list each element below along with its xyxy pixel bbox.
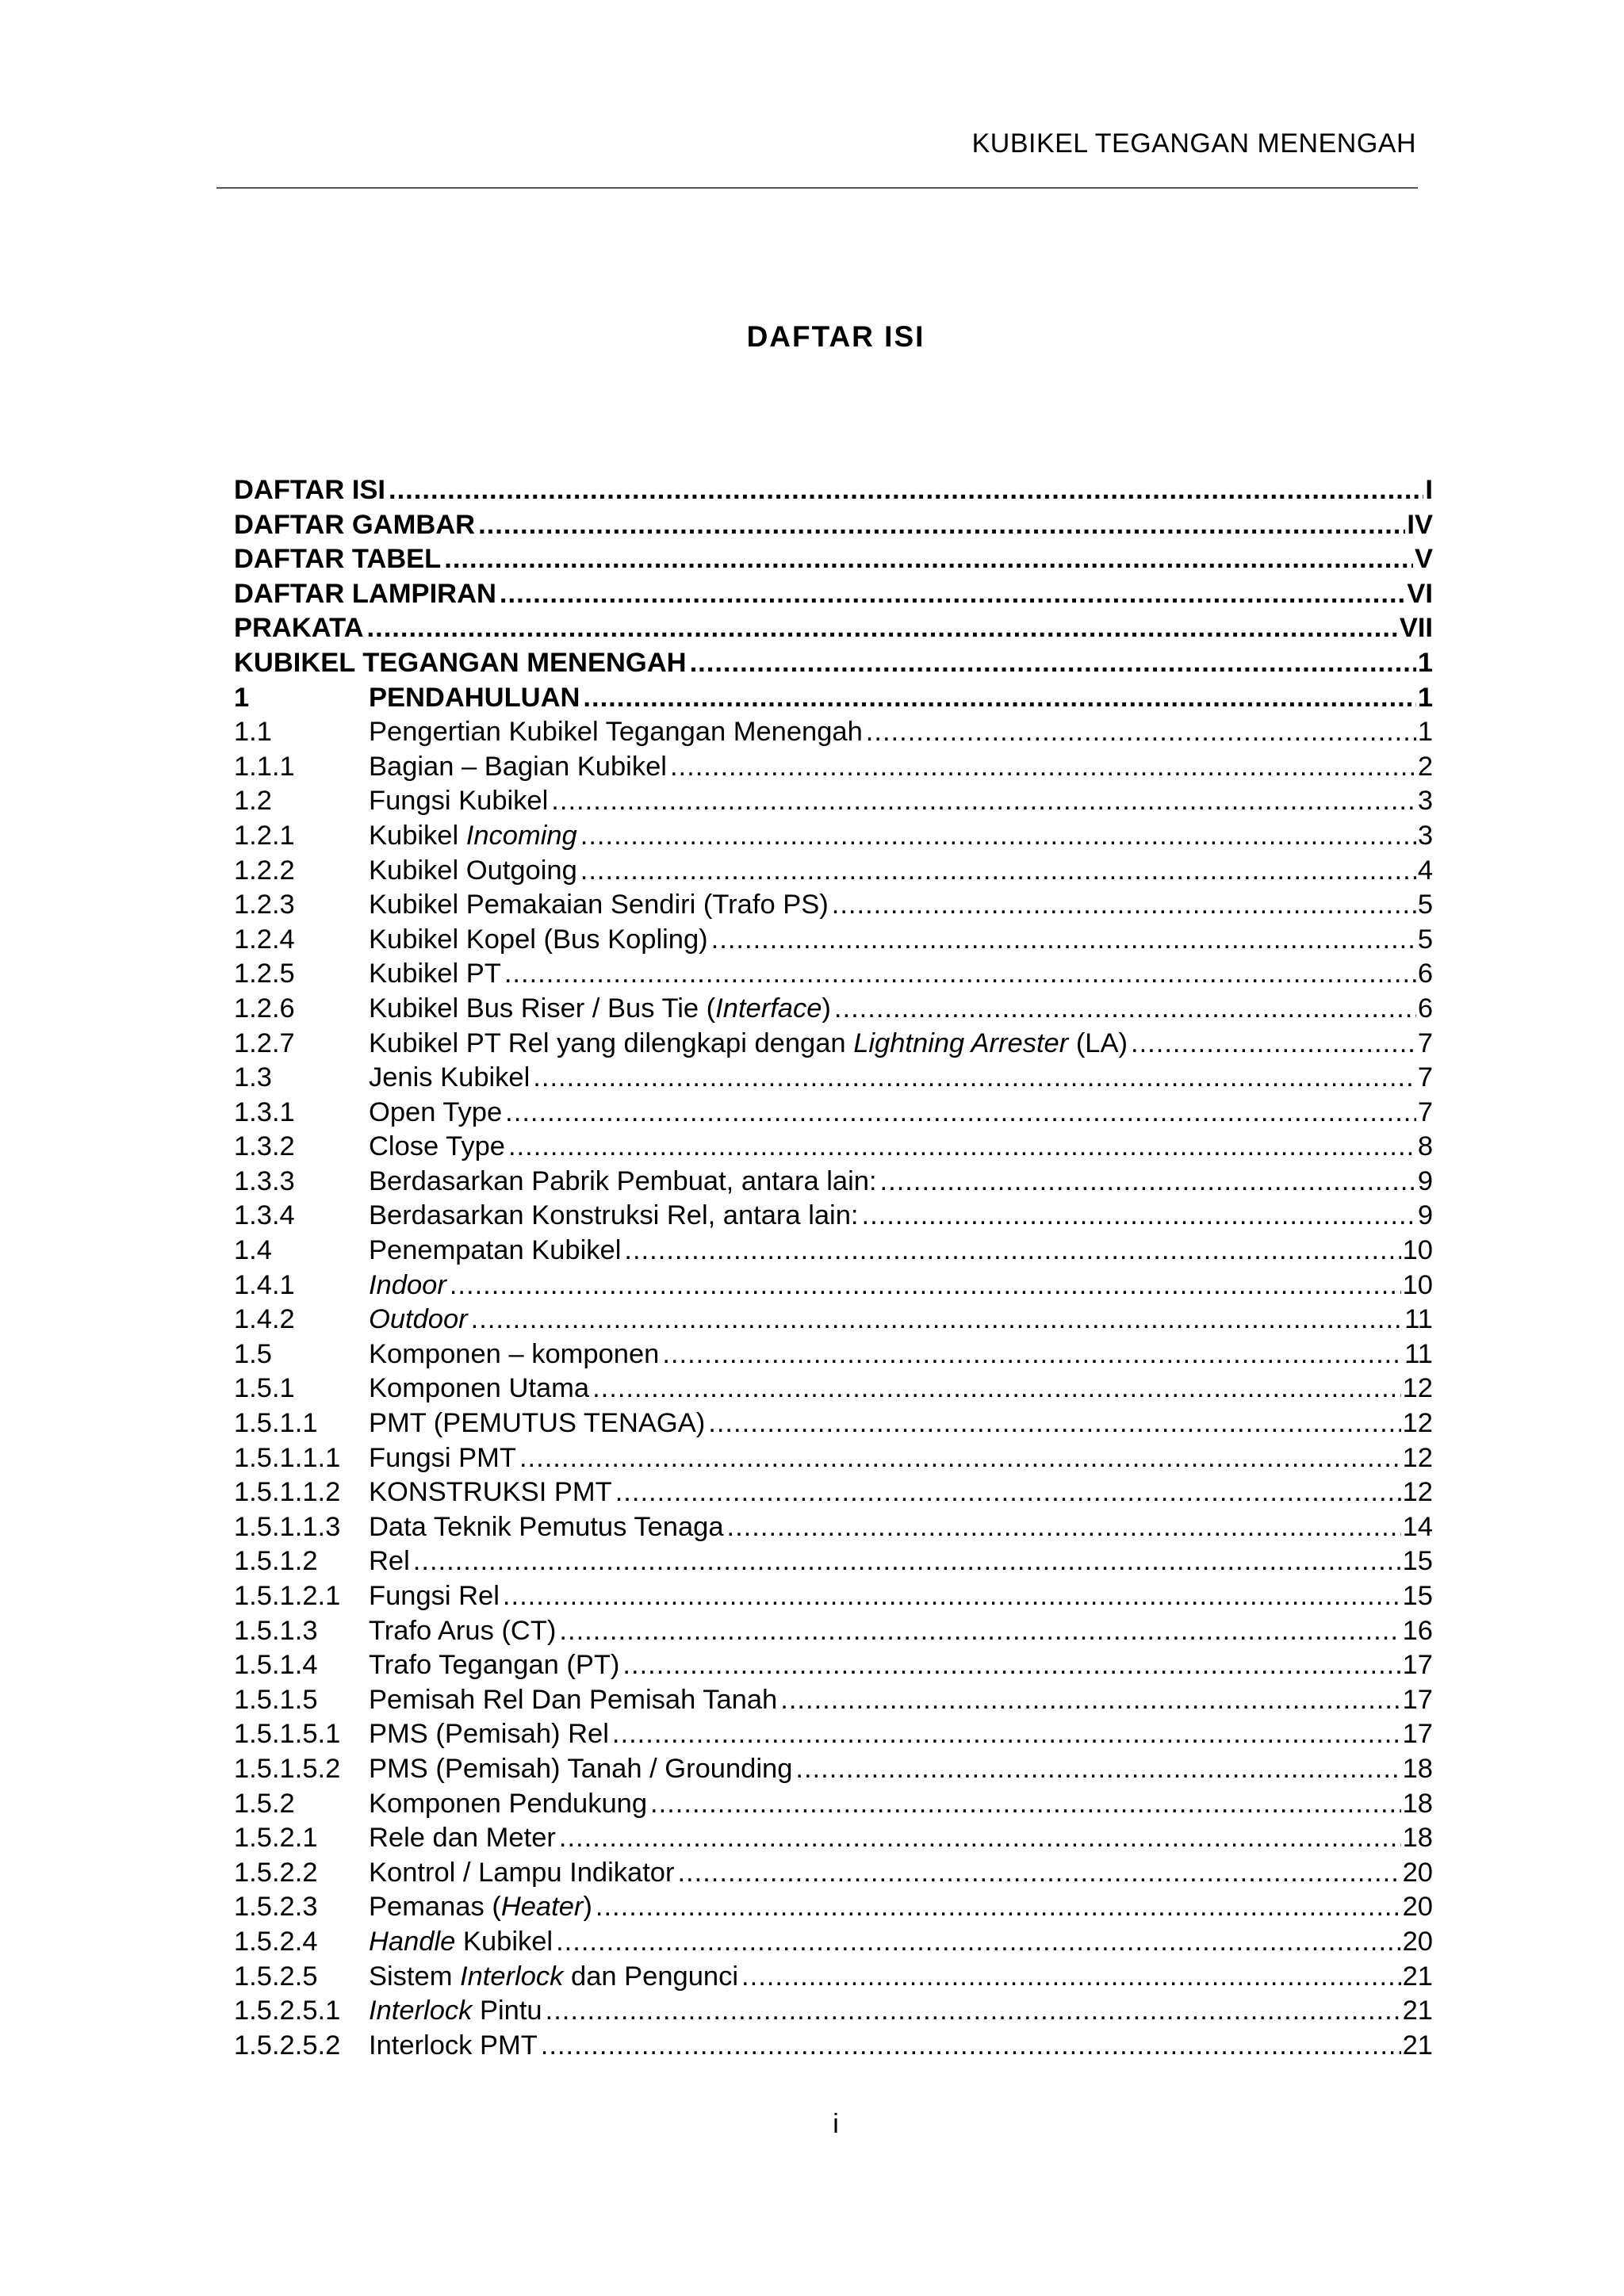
toc-dot-leader <box>711 923 1416 958</box>
toc-entry-title-suffix: (LA) <box>1068 1027 1128 1058</box>
toc-entry-number: 1.5.1.5.1 <box>234 1719 341 1750</box>
toc-entry-title <box>369 1337 659 1372</box>
toc-entry-title-text: Open Type <box>369 1096 503 1127</box>
toc-dot-leader <box>583 681 1415 716</box>
toc-entry-title <box>369 715 863 750</box>
toc-dot-leader <box>880 1165 1416 1200</box>
toc-dot-leader <box>505 1096 1416 1131</box>
toc-entry-page: V <box>1414 544 1433 575</box>
toc-dot-leader <box>580 819 1416 854</box>
page-title: DAFTAR ISI <box>746 320 925 353</box>
toc-dot-leader <box>622 1648 1400 1683</box>
toc-dot-leader <box>503 1579 1401 1614</box>
toc-entry-page: 20 <box>1402 1926 1433 1957</box>
toc-entry[interactable] <box>234 1130 1433 1165</box>
toc-entry-page: 9 <box>1417 1200 1433 1231</box>
toc-entry-title <box>369 1269 446 1303</box>
toc-entry-title <box>369 1303 468 1337</box>
toc-entry-number: 1.2 <box>234 786 272 817</box>
toc-entry-number: 1.3.2 <box>234 1131 295 1162</box>
toc-entry-title-text: Komponen Utama <box>369 1373 590 1404</box>
toc-entry-page: 15 <box>1402 1581 1433 1611</box>
toc-entry-title-text: Close Type <box>369 1131 505 1162</box>
toc-dot-leader <box>556 1925 1401 1960</box>
toc-entry-number: 1.5.2 <box>234 1788 295 1819</box>
toc-entry-title <box>369 888 829 923</box>
toc-dot-leader <box>741 1960 1401 1995</box>
toc-entry-page: 21 <box>1402 1996 1433 2026</box>
toc-entry[interactable] <box>234 957 1433 992</box>
toc-dot-leader <box>624 1234 1400 1269</box>
toc-entry[interactable] <box>234 750 1433 785</box>
toc-entry-page: 7 <box>1417 1062 1433 1093</box>
toc-entry-page: 20 <box>1402 1892 1433 1923</box>
toc-entry-number: 1.2.5 <box>234 959 295 989</box>
toc-entry-page: 3 <box>1417 786 1433 817</box>
toc-entry-title <box>369 1890 592 1925</box>
toc-entry-number: 1.5.2.5.1 <box>234 1996 341 2026</box>
toc-entry-title <box>369 1579 500 1614</box>
toc-entry[interactable] <box>234 542 1433 577</box>
toc-entry-title-text: Sistem <box>369 1961 461 1992</box>
toc-dot-leader <box>580 854 1416 889</box>
toc-dot-leader <box>708 1406 1400 1441</box>
toc-entry[interactable] <box>234 2029 1433 2064</box>
toc-entry-number: 1.5.2.5 <box>234 1961 318 1992</box>
toc-entry-number: 1.5.1.4 <box>234 1650 318 1681</box>
toc-dot-leader <box>559 1614 1400 1649</box>
toc-entry[interactable] <box>234 1165 1433 1200</box>
toc-dot-leader <box>832 888 1416 923</box>
toc-entry-title <box>369 1027 1128 1062</box>
toc-entry-page: 9 <box>1417 1165 1433 1196</box>
toc-entry[interactable] <box>234 1337 1433 1372</box>
toc-entry-title-text: Jenis Kubikel <box>369 1062 530 1093</box>
toc-entry-title <box>369 1717 609 1752</box>
toc-entry-page: 12 <box>1402 1477 1433 1508</box>
toc-entry-title <box>234 611 364 646</box>
toc-entry[interactable] <box>234 1787 1433 1822</box>
toc-dot-leader <box>596 1890 1401 1925</box>
toc-entry-page: 10 <box>1402 1269 1433 1300</box>
toc-entry-title <box>234 577 496 612</box>
toc-entry-number: 1.2.7 <box>234 1027 295 1058</box>
toc-entry[interactable] <box>234 1821 1433 1856</box>
toc-entry-number: 1.4.2 <box>234 1304 295 1335</box>
toc-dot-leader <box>866 715 1416 750</box>
toc-entry-number: 1.5.1.5.2 <box>234 1753 341 1784</box>
toc-entry-title <box>369 1752 792 1787</box>
toc-entry-title-text: Pemisah Rel Dan Pemisah Tanah <box>369 1684 778 1715</box>
toc-entry-number: 1.5.2.4 <box>234 1926 318 1957</box>
toc-entry-number: 1.1.1 <box>234 751 295 782</box>
toc-dot-leader <box>670 750 1416 785</box>
toc-entry-page: 17 <box>1402 1719 1433 1750</box>
toc-entry[interactable] <box>234 1061 1433 1096</box>
toc-entry-title-suffix: Kubikel <box>455 1926 553 1957</box>
toc-entry-title-suffix: dan Pengunci <box>563 1961 739 1992</box>
toc-entry-title-text: Pemanas ( <box>369 1892 501 1923</box>
toc-entry-title <box>369 1510 724 1545</box>
toc-entry-title-text: Berdasarkan Pabrik Pembuat, antara lain: <box>369 1165 877 1196</box>
toc-entry[interactable] <box>234 1717 1433 1752</box>
toc-entry-title-text: KONSTRUKSI PMT <box>369 1477 612 1508</box>
toc-entry-page: 12 <box>1402 1373 1433 1404</box>
toc-dot-leader <box>1131 1027 1416 1062</box>
toc-entry[interactable] <box>234 1234 1433 1269</box>
header-divider <box>216 187 1418 189</box>
toc-entry-title <box>234 542 441 577</box>
toc-entry-title-text: Penempatan Kubikel <box>369 1235 622 1266</box>
toc-entry-number: 1.5.1.1.3 <box>234 1511 341 1542</box>
toc-dot-leader <box>367 611 1398 646</box>
running-header: KUBIKEL TEGANGAN MENENGAH <box>971 128 1416 159</box>
toc-entry[interactable] <box>234 1648 1433 1683</box>
toc-entry-title-text: Rele dan Meter <box>369 1823 556 1854</box>
toc-entry-page: 2 <box>1417 751 1433 782</box>
toc-entry-title-text: DAFTAR ISI <box>234 475 386 505</box>
toc-entry[interactable] <box>234 923 1433 958</box>
toc-entry-title-text: Rel <box>369 1546 410 1577</box>
toc-dot-leader <box>533 1061 1416 1096</box>
toc-entry-title <box>369 1234 621 1269</box>
toc-entry-title-text: KUBIKEL TEGANGAN MENENGAH <box>234 647 687 678</box>
toc-entry[interactable] <box>234 473 1433 508</box>
toc-entry-title-italic: Heater <box>500 1892 584 1923</box>
toc-entry-number: 1.5.1.2.1 <box>234 1581 341 1611</box>
toc-entry-title <box>369 819 577 854</box>
toc-entry-title <box>369 1994 542 2029</box>
toc-entry[interactable] <box>234 1752 1433 1787</box>
toc-entry-title <box>369 992 831 1027</box>
toc-entry-title-text: Kubikel Pemakaian Sendiri (Trafo PS) <box>369 890 829 920</box>
toc-entry-number: 1.2.3 <box>234 890 295 920</box>
toc-entry[interactable] <box>234 1579 1433 1614</box>
toc-dot-leader <box>444 542 1413 577</box>
toc-entry-page: I <box>1425 475 1433 505</box>
toc-entry-title <box>369 1544 410 1579</box>
toc-entry-page: 11 <box>1404 1338 1433 1369</box>
toc-dot-leader <box>727 1510 1401 1545</box>
toc-entry[interactable] <box>234 888 1433 923</box>
toc-entry[interactable] <box>234 1372 1433 1406</box>
toc-entry-title-suffix: Pintu <box>472 1996 542 2026</box>
toc-entry-title-text: Fungsi PMT <box>369 1442 516 1473</box>
toc-dot-leader <box>508 1130 1416 1165</box>
toc-entry[interactable] <box>234 1406 1433 1441</box>
toc-entry-page: 4 <box>1417 855 1433 886</box>
toc-entry[interactable] <box>234 646 1433 681</box>
toc-entry-title-text: Pengertian Kubikel Tegangan Menengah <box>369 717 863 748</box>
toc-entry-title <box>369 1406 705 1441</box>
toc-entry[interactable] <box>234 1925 1433 1960</box>
toc-entry-page: 1 <box>1417 717 1433 748</box>
toc-entry-title-text: DAFTAR LAMPIRAN <box>234 578 496 609</box>
toc-entry-title <box>369 854 577 889</box>
toc-entry[interactable] <box>234 508 1433 543</box>
toc-entry-title <box>369 2029 538 2064</box>
toc-entry-title-text: Kubikel <box>369 820 466 851</box>
toc-dot-leader <box>615 1475 1401 1510</box>
toc-entry-number: 1.3 <box>234 1062 272 1093</box>
toc-entry-number: 1.4.1 <box>234 1269 295 1300</box>
toc-entry-title-italic: Indoor <box>369 1269 446 1300</box>
toc-entry-number: 1.5.1.1 <box>234 1408 318 1439</box>
toc-entry-page: 12 <box>1402 1408 1433 1439</box>
toc-entry[interactable] <box>234 1683 1433 1718</box>
toc-entry-title <box>369 1648 619 1683</box>
toc-entry[interactable] <box>234 1614 1433 1649</box>
toc-entry-title-suffix: ) <box>822 993 831 1024</box>
toc-entry-title-text: Kubikel Kopel (Bus Kopling) <box>369 924 708 955</box>
toc-entry-title-text: DAFTAR TABEL <box>234 544 442 575</box>
toc-entry-title-text: Berdasarkan Konstruksi Rel, antara lain: <box>369 1200 859 1231</box>
toc-entry-page: 7 <box>1417 1027 1433 1058</box>
toc-dot-leader <box>504 957 1416 992</box>
toc-entry-number: 1.2.4 <box>234 924 295 955</box>
toc-entry-page: VII <box>1399 613 1433 644</box>
toc-entry-number: 1.5.1.2 <box>234 1546 318 1577</box>
toc-entry-page: 5 <box>1417 890 1433 920</box>
toc-entry-title-italic: Interface <box>715 993 822 1024</box>
toc-entry-title-italic: Interlock <box>369 1996 473 2026</box>
toc-entry-number: 1.5.1.3 <box>234 1615 318 1646</box>
toc-entry-title <box>369 923 708 958</box>
toc-entry[interactable] <box>234 1890 1433 1925</box>
toc-entry-page: 1 <box>1417 647 1433 678</box>
toc-dot-leader <box>650 1787 1401 1822</box>
toc-entry[interactable] <box>234 784 1433 819</box>
toc-dot-leader <box>861 1199 1415 1234</box>
toc-dot-leader <box>592 1372 1401 1406</box>
toc-entry-number: 1.3.4 <box>234 1200 295 1231</box>
toc-entry-title <box>369 784 548 819</box>
toc-entry-title-text: Kubikel Outgoing <box>369 855 577 886</box>
toc-entry-title-text: PMS (Pemisah) Tanah / Grounding <box>369 1753 793 1784</box>
toc-entry[interactable] <box>234 1303 1433 1337</box>
toc-entry-number: 1.3.3 <box>234 1165 295 1196</box>
toc-entry-title-text: Fungsi Rel <box>369 1581 500 1611</box>
toc-entry-page: 5 <box>1417 924 1433 955</box>
toc-dot-leader <box>478 508 1405 543</box>
toc-entry-page: 1 <box>1417 682 1433 713</box>
toc-dot-leader <box>546 1994 1401 2029</box>
toc-entry-number: 1.4 <box>234 1235 272 1266</box>
toc-entry[interactable] <box>234 1475 1433 1510</box>
toc-dot-leader <box>551 784 1416 819</box>
toc-entry-title-italic: Handle <box>369 1926 456 1957</box>
toc-entry-number: 1 <box>234 682 250 713</box>
toc-dot-leader <box>389 473 1423 508</box>
toc-entry-title <box>369 681 580 716</box>
toc-entry-title-text: Kubikel PT <box>369 959 501 989</box>
toc-entry[interactable] <box>234 1994 1433 2029</box>
toc-entry-title-suffix: ) <box>583 1892 592 1923</box>
toc-entry-title <box>369 1096 502 1131</box>
toc-entry[interactable] <box>234 1269 1433 1303</box>
toc-entry-page: IV <box>1407 509 1433 540</box>
toc-entry-title <box>369 1614 556 1649</box>
toc-entry-title-text: Komponen – komponen <box>369 1338 660 1369</box>
toc-entry-title-text: PENDAHULUAN <box>369 682 580 713</box>
toc-entry-title-text: Komponen Pendukung <box>369 1788 648 1819</box>
toc-entry-title <box>369 1821 556 1856</box>
toc-entry-title <box>369 1475 612 1510</box>
toc-entry-page: VI <box>1407 578 1433 609</box>
toc-entry-number: 1.5.1.5 <box>234 1684 318 1715</box>
toc-entry-number: 1.5 <box>234 1338 272 1369</box>
toc-dot-leader <box>612 1717 1401 1752</box>
toc-dot-leader <box>541 2029 1401 2064</box>
page-number: i <box>833 2109 839 2139</box>
toc-entry-page: 3 <box>1417 820 1433 851</box>
toc-entry-number: 1.5.1 <box>234 1373 295 1404</box>
toc-entry-title-text: Bagian – Bagian Kubikel <box>369 751 667 782</box>
toc-entry[interactable] <box>234 819 1433 854</box>
toc-entry-page: 12 <box>1402 1442 1433 1473</box>
toc-dot-leader <box>677 1856 1400 1891</box>
toc-entry-title-text: PRAKATA <box>234 613 364 644</box>
toc-entry-page: 18 <box>1402 1753 1433 1784</box>
toc-entry-page: 15 <box>1402 1546 1433 1577</box>
toc-dot-leader <box>834 992 1416 1027</box>
toc-entry-title <box>369 1787 647 1822</box>
toc-entry-number: 1.5.2.5.2 <box>234 2030 341 2061</box>
toc-entry-number: 1.5.2.2 <box>234 1857 318 1888</box>
toc-entry-page: 8 <box>1417 1131 1433 1162</box>
toc-entry-title-text: Kubikel PT Rel yang dilengkapi dengan <box>369 1027 854 1058</box>
toc-dot-leader <box>662 1337 1403 1372</box>
toc-dot-leader <box>471 1303 1404 1337</box>
toc-entry-title <box>234 646 687 681</box>
toc-entry[interactable] <box>234 854 1433 889</box>
toc-entry-page: 6 <box>1417 993 1433 1024</box>
toc-dot-leader <box>795 1752 1400 1787</box>
toc-entry-page: 11 <box>1404 1304 1433 1335</box>
toc-entry[interactable] <box>234 992 1433 1027</box>
toc-entry-title <box>369 957 501 992</box>
toc-dot-leader <box>519 1441 1401 1476</box>
toc-entry-page: 18 <box>1402 1823 1433 1854</box>
toc-entry[interactable] <box>234 715 1433 750</box>
toc-entry-title-text: Fungsi Kubikel <box>369 786 549 817</box>
toc-entry[interactable] <box>234 1096 1433 1131</box>
toc-entry[interactable] <box>234 1199 1433 1234</box>
toc-entry-page: 7 <box>1417 1096 1433 1127</box>
toc-entry-number: 1.5.1.1.1 <box>234 1442 341 1473</box>
toc-entry[interactable] <box>234 1960 1433 1995</box>
toc-entry[interactable] <box>234 1510 1433 1545</box>
toc-entry-title-italic: Outdoor <box>369 1304 468 1335</box>
toc-entry-number: 1.5.2.1 <box>234 1823 318 1854</box>
toc-entry-title-text: Trafo Tegangan (PT) <box>369 1650 620 1681</box>
toc-entry-title <box>369 1683 777 1718</box>
toc-entry-title <box>369 1165 877 1200</box>
toc-entry-page: 6 <box>1417 959 1433 989</box>
toc-entry-title <box>369 1960 738 1995</box>
toc-entry-title <box>369 1372 589 1406</box>
toc-entry[interactable] <box>234 1027 1433 1062</box>
toc-entry-title <box>369 1856 674 1891</box>
toc-entry-title-text: DAFTAR GAMBAR <box>234 509 476 540</box>
toc-entry-title <box>369 1441 516 1476</box>
toc-entry-number: 1.1 <box>234 717 272 748</box>
toc-entry[interactable] <box>234 1856 1433 1891</box>
toc-entry-title-text: PMT (PEMUTUS TENAGA) <box>369 1408 706 1439</box>
toc-entry-title-italic: Incoming <box>465 820 577 851</box>
toc-entry[interactable] <box>234 611 1433 646</box>
toc-entry-title-text: Data Teknik Pemutus Tenaga <box>369 1511 724 1542</box>
toc-entry-title <box>234 508 475 543</box>
toc-entry-number: 1.2.1 <box>234 820 295 851</box>
toc-entry-title <box>369 1130 505 1165</box>
toc-entry-page: 20 <box>1402 1857 1433 1888</box>
toc-entry-page: 16 <box>1402 1615 1433 1646</box>
toc-entry-page: 21 <box>1402 1961 1433 1992</box>
toc-entry-page: 17 <box>1402 1650 1433 1681</box>
toc-entry-page: 17 <box>1402 1684 1433 1715</box>
toc-entry-number: 1.5.1.1.2 <box>234 1477 341 1508</box>
toc-entry[interactable] <box>234 1544 1433 1579</box>
toc-dot-leader <box>450 1269 1401 1303</box>
toc-dot-leader <box>780 1683 1400 1718</box>
toc-entry[interactable] <box>234 681 1433 716</box>
toc-entry-number: 1.5.2.3 <box>234 1892 318 1923</box>
toc-dot-leader <box>559 1821 1401 1856</box>
toc-entry-title-italic: Interlock <box>460 1961 564 1992</box>
toc-entry-title <box>369 1199 858 1234</box>
toc-dot-leader <box>500 577 1405 612</box>
toc-entry-page: 18 <box>1402 1788 1433 1819</box>
toc-entry-title-italic: Lightning Arrester <box>853 1027 1069 1058</box>
toc-entry[interactable] <box>234 577 1433 612</box>
toc-entry-title-text: Trafo Arus (CT) <box>369 1615 557 1646</box>
toc-entry-number: 1.2.6 <box>234 993 295 1024</box>
toc-entry-title <box>369 1925 553 1960</box>
toc-entry-title-text: Kubikel Bus Riser / Bus Tie ( <box>369 993 716 1024</box>
toc-entry-title-text: Interlock PMT <box>369 2030 538 2061</box>
toc-entry-title <box>369 750 667 785</box>
toc-entry-page: 14 <box>1402 1511 1433 1542</box>
toc-entry-number: 1.2.2 <box>234 855 295 886</box>
toc-dot-leader <box>413 1544 1401 1579</box>
toc-entry-title <box>369 1061 530 1096</box>
toc-dot-leader <box>690 646 1416 681</box>
toc-entry-page: 21 <box>1402 2030 1433 2061</box>
toc-entry-number: 1.3.1 <box>234 1096 295 1127</box>
toc-entry-page: 10 <box>1402 1235 1433 1266</box>
toc-entry-title <box>234 473 385 508</box>
toc-entry[interactable] <box>234 1441 1433 1476</box>
toc-entry-title-text: PMS (Pemisah) Rel <box>369 1719 609 1750</box>
toc-entry-title-text: Kontrol / Lampu Indikator <box>369 1857 675 1888</box>
table-of-contents <box>234 473 1433 2063</box>
